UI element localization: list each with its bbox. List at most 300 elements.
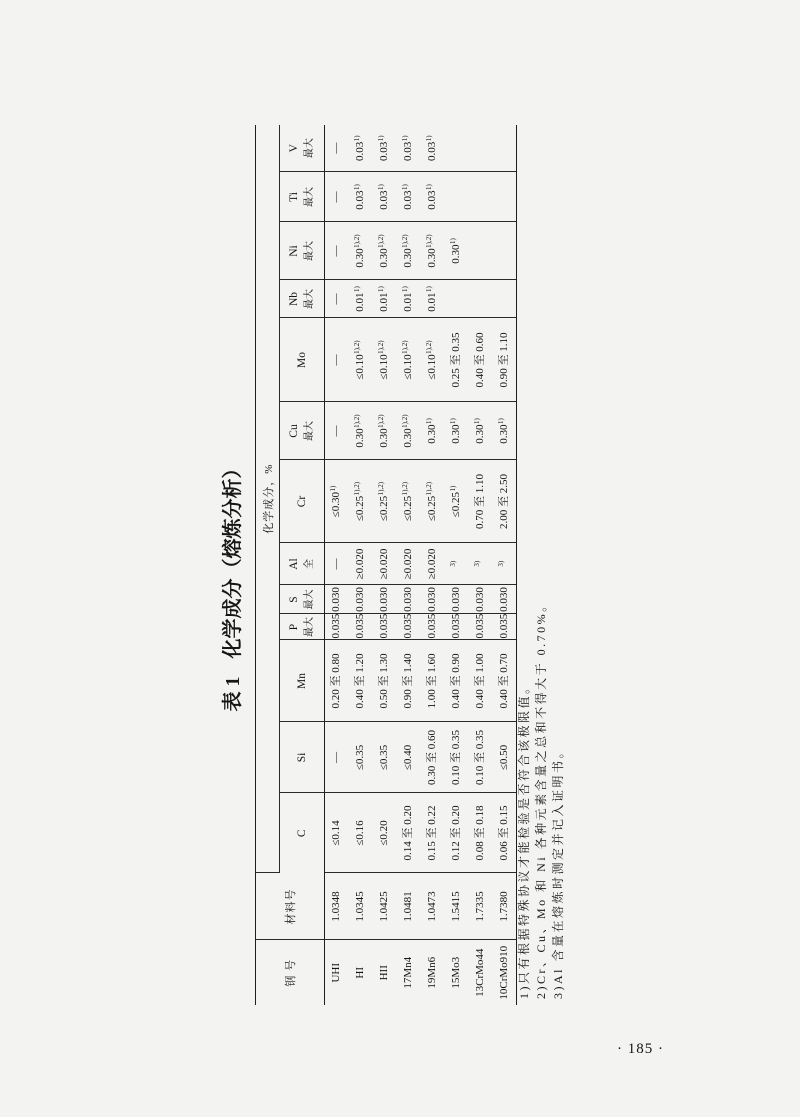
cell-15mo3-cu [445, 402, 469, 460]
cell-19mn6-si [421, 722, 445, 793]
cell-value: 0.30 [354, 248, 366, 268]
footnote-ref: 1),2) [401, 340, 409, 354]
cell-17mn4-mo [397, 318, 421, 402]
element-symbol: Ni [288, 245, 300, 257]
element-symbol: C [295, 829, 308, 838]
material-number-cell: 1.0481 [397, 873, 421, 940]
cell-19mn6-al [421, 543, 445, 585]
cell-uhi-mn [325, 640, 349, 722]
cell-value: ≤0.10 [354, 354, 366, 380]
footnote-ref: 3) [496, 560, 505, 567]
cell-hi-cr [349, 460, 373, 543]
cell-value: 0.50 至 1.30 [378, 653, 390, 709]
cell-value: 0.030 [354, 587, 366, 612]
footnote-ref: 1) [425, 184, 433, 191]
table-body [325, 125, 517, 1005]
cell-value: 0.03 [354, 141, 366, 161]
header-element-ti [280, 172, 325, 222]
cell-value: ≤0.14 [330, 820, 343, 846]
footnote: 1)只有根据特殊协议才能检验是否符合该极限值。 [517, 679, 531, 999]
cell-19mn6-cr [421, 460, 445, 543]
cell-value: ≤0.25 [450, 492, 462, 518]
cell-value: 0.08 至 0.18 [474, 805, 486, 861]
cell-15mo3-ti [445, 172, 469, 222]
header-element-c [280, 793, 325, 873]
cell-19mn6-nb [421, 280, 445, 318]
header-element-al [280, 543, 325, 585]
cell-value: 0.030 [378, 587, 390, 612]
cell-value: 0.40 至 0.90 [450, 653, 462, 709]
cell-uhi-v [325, 125, 349, 172]
header-element-si [280, 722, 325, 793]
cell-value: 0.03 [402, 190, 414, 210]
footnote-ref: 1) [449, 418, 457, 425]
cell-value: 0.30 [426, 424, 438, 444]
cell-value: 2.00 至 2.50 [497, 474, 510, 529]
footnote-ref: 1) [377, 135, 385, 142]
cell-17mn4-s [397, 585, 421, 614]
header-steel-grade: 钢 号 [256, 940, 325, 1005]
cell-value: 0.30 [378, 428, 390, 448]
header-element-mo [280, 318, 325, 402]
cell-uhi-si [325, 722, 349, 793]
cell-13crmo44-v [469, 125, 493, 172]
chemical-composition-table [255, 125, 517, 1005]
cell-value: 0.035 [497, 614, 510, 639]
table-row [445, 125, 469, 1005]
cell-uhi-al [325, 543, 349, 585]
material-number-cell: 1.0348 [325, 873, 349, 940]
cell-17mn4-nb [397, 280, 421, 318]
cell-10crmo910-p [493, 614, 517, 640]
header-material-number: 材料号 [256, 873, 325, 940]
cell-value: ≤0.10 [378, 354, 390, 380]
footnote-ref: 3) [449, 560, 457, 567]
footnote-ref: 1),2) [353, 234, 361, 248]
footnote-ref: 1),2) [377, 340, 385, 354]
cell-value: ≤0.35 [354, 744, 366, 771]
header-element-nb [280, 280, 325, 318]
cell-value: ≤0.20 [378, 820, 390, 846]
element-symbol: Si [295, 752, 308, 763]
steel-grade-cell: HII [378, 965, 390, 981]
table-row [349, 125, 373, 1005]
cell-hii-si [373, 722, 397, 793]
cell-13crmo44-si [469, 722, 493, 793]
footnote-ref: 1) [353, 135, 361, 142]
cell-hii-mn [373, 640, 397, 722]
cell-value: 0.03 [426, 190, 438, 210]
cell-15mo3-al [445, 543, 469, 585]
steel-grade-cell: 17Mn4 [402, 956, 414, 989]
footnote-ref: 1) [401, 135, 409, 142]
cell-value: 0.030 [330, 587, 343, 612]
rotated-page-content [215, 125, 567, 1005]
cell-value: 0.30 [497, 424, 510, 444]
cell-uhi-ni [325, 222, 349, 280]
footnote-ref: 1),2) [401, 234, 409, 248]
element-symbol: Mo [295, 352, 308, 368]
cell-value: ≤0.10 [426, 354, 438, 380]
cell-value: 0.40 至 0.60 [474, 332, 486, 388]
element-symbol: Ti [288, 192, 300, 202]
table-row [373, 125, 397, 1005]
cell-value: 0.14 至 0.20 [402, 805, 414, 861]
cell-hi-c [349, 793, 373, 873]
table-row [397, 125, 421, 1005]
cell-10crmo910-mo [493, 318, 517, 402]
footnote-ref: 1) [401, 286, 409, 293]
steel-grade-cell: 19Mn6 [426, 956, 438, 989]
footnote-ref: 3) [473, 560, 481, 567]
footnote-ref: 1) [329, 485, 338, 492]
cell-value: 0.030 [474, 587, 486, 612]
cell-hii-p [373, 614, 397, 640]
cell-17mn4-ni [397, 222, 421, 280]
cell-hii-ti [373, 172, 397, 222]
cell-value: 0.10 至 0.35 [474, 730, 486, 785]
cell-13crmo44-al [469, 543, 493, 585]
footnote-ref: 1),2) [425, 481, 433, 496]
cell-value: ≤0.40 [402, 744, 414, 771]
cell-value: 0.035 [378, 614, 390, 639]
cell-uhi-c [325, 793, 349, 873]
footnote-ref: 1),2) [377, 481, 385, 496]
footnote-ref: 1),2) [401, 481, 409, 496]
element-symbol: S [288, 596, 300, 603]
cell-15mo3-c [445, 793, 469, 873]
footnote-ref: 1) [377, 286, 385, 293]
element-limit-label: 最大 [304, 241, 315, 261]
cell-value: — [330, 293, 343, 305]
cell-value: 0.035 [330, 614, 343, 639]
element-symbol: Al [288, 558, 300, 570]
cell-17mn4-ti [397, 172, 421, 222]
cell-hi-al [349, 543, 373, 585]
cell-17mn4-cr [397, 460, 421, 543]
footnote: 3)Al 含量在熔炼时测定并记入证明书。 [551, 744, 565, 999]
cell-15mo3-nb [445, 280, 469, 318]
cell-15mo3-mo [445, 318, 469, 402]
cell-17mn4-v [397, 125, 421, 172]
header-element-ni [280, 222, 325, 280]
element-symbol: Cr [295, 495, 308, 508]
footnote-ref: 1),2) [425, 340, 433, 354]
cell-value: 0.15 至 0.22 [426, 805, 438, 861]
cell-13crmo44-ti [469, 172, 493, 222]
cell-hii-cr [373, 460, 397, 543]
cell-uhi-cu [325, 402, 349, 460]
material-number-cell: 1.7335 [469, 873, 493, 940]
cell-value: ≤0.25 [354, 495, 366, 522]
steel-grade-cell: 10CrMo910 [493, 940, 517, 1005]
element-symbol: V [288, 144, 300, 153]
cell-value: 0.10 至 0.35 [450, 730, 462, 785]
cell-value: ≤0.30 [330, 492, 343, 518]
cell-13crmo44-mo [469, 318, 493, 402]
cell-value: ≤0.25 [378, 495, 390, 522]
cell-value: 0.90 至 1.10 [497, 332, 510, 388]
cell-10crmo910-mn [493, 640, 517, 722]
cell-value: 0.03 [402, 141, 414, 161]
cell-value: 0.90 至 1.40 [402, 653, 414, 709]
table-row [421, 125, 445, 1005]
cell-hii-s [373, 585, 397, 614]
cell-17mn4-si [397, 722, 421, 793]
element-limit-label: 最大 [304, 187, 315, 207]
element-symbol: P [288, 623, 300, 631]
header-element-cu [280, 402, 325, 460]
header-element-s [280, 585, 325, 614]
footnotes [516, 139, 567, 999]
cell-19mn6-mo [421, 318, 445, 402]
cell-value: 0.030 [450, 587, 462, 612]
cell-value: 0.30 至 0.60 [426, 730, 438, 785]
cell-value: 0.035 [450, 614, 462, 639]
cell-19mn6-ni [421, 222, 445, 280]
cell-value: ≥0.020 [402, 548, 414, 580]
cell-15mo3-cr [445, 460, 469, 543]
table-title [218, 165, 248, 1005]
element-limit-label: 最大 [304, 589, 315, 610]
cell-value: 0.01 [354, 292, 366, 312]
cell-hii-al [373, 543, 397, 585]
cell-value: 0.30 [378, 248, 390, 268]
cell-15mo3-v [445, 125, 469, 172]
cell-value: 0.035 [354, 614, 366, 639]
cell-uhi-ti [325, 172, 349, 222]
cell-value: — [330, 354, 343, 366]
cell-value: 0.01 [378, 292, 390, 312]
steel-grade-cell: 15Mo3 [450, 956, 462, 989]
cell-hi-si [349, 722, 373, 793]
cell-hi-v [349, 125, 373, 172]
cell-value: 0.25 至 0.35 [450, 332, 462, 388]
cell-10crmo910-ni [493, 222, 517, 280]
cell-value: — [330, 425, 343, 437]
header-element-v [280, 125, 325, 172]
cell-17mn4-mn [397, 640, 421, 722]
cell-19mn6-v [421, 125, 445, 172]
cell-19mn6-c [421, 793, 445, 873]
cell-hii-cu [373, 402, 397, 460]
header-element-p [280, 614, 325, 640]
cell-15mo3-mn [445, 640, 469, 722]
footnote-ref: 1),2) [353, 481, 361, 496]
cell-uhi-p [325, 614, 349, 640]
cell-13crmo44-s [469, 585, 493, 614]
table-row [325, 125, 349, 1005]
cell-uhi-nb [325, 280, 349, 318]
table-row [469, 125, 493, 1005]
cell-17mn4-p [397, 614, 421, 640]
cell-10crmo910-c [493, 793, 517, 873]
cell-value: ≤0.16 [354, 820, 366, 846]
cell-15mo3-si [445, 722, 469, 793]
cell-value: 0.30 [402, 248, 414, 268]
header-row-group [256, 125, 280, 1005]
page-number: · 185 · [617, 1041, 664, 1057]
cell-value: ≤0.25 [426, 495, 438, 522]
cell-value: — [330, 245, 343, 257]
cell-value: 1.00 至 1.60 [426, 653, 438, 709]
footnote-ref: 1) [377, 184, 385, 191]
cell-hi-mn [349, 640, 373, 722]
footnote-ref: 1) [353, 184, 361, 191]
cell-value: 0.03 [426, 141, 438, 161]
cell-19mn6-p [421, 614, 445, 640]
footnote-ref: 1),2) [401, 414, 409, 428]
table-row [493, 125, 517, 1005]
cell-hi-ni [349, 222, 373, 280]
cell-17mn4-cu [397, 402, 421, 460]
cell-value: 0.030 [497, 587, 510, 612]
cell-value: 0.06 至 0.15 [497, 805, 510, 861]
cell-value: 0.01 [402, 292, 414, 312]
cell-value: 0.035 [426, 614, 438, 639]
cell-hi-nb [349, 280, 373, 318]
cell-value: ≤0.50 [497, 744, 510, 771]
footnote-ref: 1) [425, 418, 433, 425]
cell-10crmo910-nb [493, 280, 517, 318]
steel-grade-cell: HI [354, 966, 366, 979]
cell-value: 0.03 [354, 190, 366, 210]
cell-value: 0.40 至 0.70 [497, 653, 510, 709]
cell-value: ≥0.020 [354, 548, 366, 580]
cell-13crmo44-nb [469, 280, 493, 318]
footnote-ref: 1) [401, 184, 409, 191]
cell-value: 0.035 [402, 614, 414, 639]
cell-10crmo910-ti [493, 172, 517, 222]
cell-value: ≤0.10 [402, 354, 414, 380]
cell-value: 0.12 至 0.20 [450, 805, 462, 861]
cell-uhi-mo [325, 318, 349, 402]
cell-value: 0.03 [378, 141, 390, 161]
cell-value: 0.030 [426, 587, 438, 612]
cell-value: 0.70 至 1.10 [474, 474, 486, 529]
cell-10crmo910-cr [493, 460, 517, 543]
material-number-cell: 1.5415 [445, 873, 469, 940]
cell-19mn6-s [421, 585, 445, 614]
cell-13crmo44-ni [469, 222, 493, 280]
header-chemical-composition: 化学成分，% [256, 125, 280, 873]
cell-hi-s [349, 585, 373, 614]
cell-19mn6-cu [421, 402, 445, 460]
element-symbol: Nb [288, 291, 300, 307]
cell-17mn4-al [397, 543, 421, 585]
footnote-ref: 1) [449, 238, 457, 245]
cell-value: 0.035 [474, 614, 486, 639]
footnote-ref: 1) [425, 286, 433, 293]
cell-value: 0.30 [450, 244, 462, 264]
footnote-ref: 1) [496, 418, 505, 425]
cell-10crmo910-cu [493, 402, 517, 460]
material-number-cell: 1.0345 [349, 873, 373, 940]
cell-value: — [330, 191, 343, 203]
cell-10crmo910-s [493, 585, 517, 614]
cell-hii-mo [373, 318, 397, 402]
cell-hii-v [373, 125, 397, 172]
cell-13crmo44-p [469, 614, 493, 640]
material-number-cell: 1.0425 [373, 873, 397, 940]
cell-value: ≥0.020 [426, 548, 438, 580]
footnote-ref: 1),2) [377, 414, 385, 428]
cell-value: 0.30 [426, 248, 438, 268]
footnote-ref: 1),2) [377, 234, 385, 248]
cell-13crmo44-mn [469, 640, 493, 722]
cell-value: 0.03 [378, 190, 390, 210]
cell-15mo3-ni [445, 222, 469, 280]
cell-hi-ti [349, 172, 373, 222]
cell-value: — [330, 142, 343, 154]
cell-value: 0.01 [426, 292, 438, 312]
cell-hii-c [373, 793, 397, 873]
element-limit-label: 最大 [304, 617, 315, 637]
cell-value: ≥0.020 [378, 548, 390, 580]
element-limit-label: 最大 [304, 289, 315, 309]
cell-10crmo910-al [493, 543, 517, 585]
cell-uhi-s [325, 585, 349, 614]
footnote-ref: 1) [449, 485, 457, 492]
material-number-cell: 1.7380 [493, 873, 517, 940]
cell-uhi-cr [325, 460, 349, 543]
element-limit-label: 全 [304, 559, 315, 569]
cell-value: 0.30 [402, 428, 414, 448]
cell-value: ≤0.35 [378, 744, 390, 771]
cell-value: 0.20 至 0.80 [330, 653, 343, 709]
cell-hi-mo [349, 318, 373, 402]
table-caption: 化学成分（熔炼分析） [222, 458, 244, 659]
cell-value: 0.40 至 1.00 [474, 653, 486, 709]
footnote-ref: 1) [473, 418, 481, 425]
cell-hii-ni [373, 222, 397, 280]
element-limit-label: 最大 [304, 421, 315, 441]
steel-grade-cell: UHI [330, 962, 343, 983]
cell-17mn4-c [397, 793, 421, 873]
steel-grade-cell: 13CrMo44 [474, 948, 486, 997]
header-row-elements [280, 125, 325, 1005]
cell-value: 0.40 至 1.20 [354, 653, 366, 709]
cell-15mo3-s [445, 585, 469, 614]
table-number: 表 1 [222, 676, 244, 712]
header-element-cr [280, 460, 325, 543]
cell-hi-cu [349, 402, 373, 460]
header-element-mn [280, 640, 325, 722]
cell-value: ≤0.25 [402, 495, 414, 522]
footnote: 2)Cr、Cu、Mo 和 Ni 各种元素含量之总和不得大于 0.70%。 [534, 597, 548, 999]
cell-10crmo910-si [493, 722, 517, 793]
footnote-ref: 1) [353, 286, 361, 293]
footnote-ref: 1),2) [425, 234, 433, 248]
cell-value: — [330, 752, 343, 763]
cell-13crmo44-cu [469, 402, 493, 460]
cell-13crmo44-cr [469, 460, 493, 543]
footnote-ref: 1),2) [353, 340, 361, 354]
footnote-ref: 1),2) [353, 414, 361, 428]
cell-value: 0.30 [474, 424, 486, 444]
material-number-cell: 1.0473 [421, 873, 445, 940]
cell-15mo3-p [445, 614, 469, 640]
cell-10crmo910-v [493, 125, 517, 172]
element-symbol: Mn [295, 673, 308, 689]
cell-hi-p [349, 614, 373, 640]
element-symbol: Cu [288, 424, 300, 438]
cell-value: 0.030 [402, 587, 414, 612]
cell-value: 0.30 [450, 424, 462, 444]
cell-13crmo44-c [469, 793, 493, 873]
cell-value: — [330, 558, 343, 570]
cell-19mn6-mn [421, 640, 445, 722]
